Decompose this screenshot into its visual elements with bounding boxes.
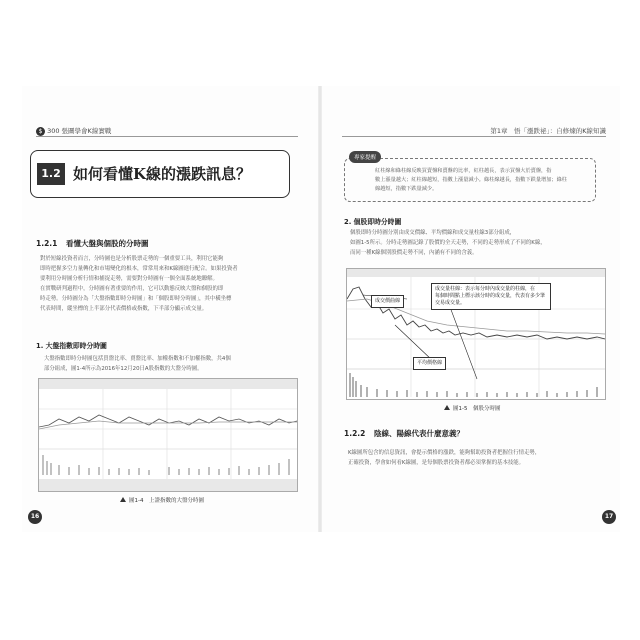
triangle-icon bbox=[444, 405, 450, 410]
caption-text: 圖1-5 個股分時圖 bbox=[453, 406, 501, 412]
right-page-header: 第1章 悟「漲跌祕」：自修煉的K線知識 bbox=[490, 127, 606, 135]
page-number-right: 17 bbox=[602, 510, 616, 524]
subsection-number: 1.2.2 bbox=[344, 429, 366, 438]
caption-text: 圖1-4 上證指數的大盤分時圖 bbox=[129, 498, 204, 504]
text-line: 代表時間，縱坐標的上半部分代表價格或指數，下半部分顯示成交量。 bbox=[40, 306, 208, 312]
subsection-title: 看懂大盤與個股的分時圖 bbox=[65, 239, 149, 248]
text-line: K線圖所包含的信息資訊，會提示價格的漲跌，能夠幫助投資者把握住行情走勢， bbox=[348, 450, 541, 456]
subheading-index-chart: 1. 大盤指數即時分時圖 bbox=[36, 342, 107, 350]
text-line: 成交量柱線：表示每分時內成交量的柱線，在 bbox=[435, 286, 536, 292]
subsection-heading-1-2-2 bbox=[344, 428, 464, 439]
text-line: 紅柱線和綠柱線反映買賣盤和賣盤的比率，紅柱越長，表示買盤大於賣盤，指 bbox=[375, 168, 552, 174]
text-line: 在實戰研判過程中，分時圖有著重要的作用，它可以動態反映大盤和個股的即 bbox=[40, 286, 224, 292]
expert-tip-tag: 專家提醒 bbox=[349, 151, 381, 163]
text-line: 每個時間點上標示該分時的成交量，代表有多少筆 bbox=[435, 293, 546, 299]
subheading-stock-chart: 2. 個股即時分時圖 bbox=[344, 218, 402, 226]
page-number-left: 16 bbox=[28, 510, 42, 524]
text-line: 個股即時分時圖分別由成交價線、平均價線和成交量柱線3部分組成， bbox=[350, 230, 516, 236]
paragraph-intro bbox=[40, 254, 238, 314]
callout-average-line: 平均價格線 bbox=[413, 357, 446, 370]
section-title: 如何看懂K線的漲跌訊息？ bbox=[73, 165, 252, 183]
left-page-header bbox=[36, 126, 111, 136]
paragraph-stock-chart bbox=[350, 228, 546, 258]
right-page bbox=[328, 86, 620, 532]
text-line: 如圖1-5所示。分時走勢圖記錄了股價的全天走勢，不同的走勢形成了不同的K線， bbox=[350, 240, 546, 246]
subsection-number: 1.2.1 bbox=[36, 239, 58, 248]
expert-tip-text bbox=[375, 167, 567, 194]
text-line: 即時把握多空力量轉化和市場變化的根本，常常用來和K線圖進行配合。如果投資者 bbox=[40, 266, 238, 272]
stock-timeshare-chart bbox=[346, 268, 606, 400]
figure-caption-1-4 bbox=[120, 496, 204, 504]
text-line: 時走勢。分時圖分為「大盤指數即時分時圖」和「個股即時分時圖」，其中橫坐標 bbox=[40, 296, 232, 302]
text-line: 對於短線投資者而言，分時圖也是分析股票走勢的一個重要工具，利用它能夠 bbox=[40, 256, 224, 262]
book-title: 300 張圖學會K線實戰 bbox=[47, 127, 112, 135]
text-line: 部分組成，圖1-4所示為2016年12月20日A股指數的大盤分時圖。 bbox=[44, 366, 203, 372]
book-gutter bbox=[318, 86, 322, 532]
section-number: 1.2 bbox=[37, 163, 65, 185]
book-spread bbox=[22, 86, 620, 532]
text-line: 線越短，指數下跌量減少。 bbox=[375, 186, 438, 192]
paragraph-index-chart bbox=[44, 354, 231, 374]
section-heading-box bbox=[30, 150, 290, 198]
dollar-logo-icon: $ bbox=[36, 127, 45, 136]
subsection-title: 陰線、陽線代表什麼意義？ bbox=[373, 429, 464, 438]
text-line: 要利用分時圖分析行情和捕捉走勢，需要對分時圖有一個全面系統地瞭解。 bbox=[40, 276, 218, 282]
left-page bbox=[22, 86, 312, 532]
subsection-heading-1-2-1 bbox=[36, 238, 148, 249]
index-timeshare-chart bbox=[38, 378, 298, 492]
text-line: 數上漲量越大；紅柱線越短，指數上漲量減小。綠柱線越長，指數下跌量增加；綠柱 bbox=[375, 177, 567, 183]
text-line: 正確投資，學會如何看K線圖，是每個股票投資者都必須掌握的基本技能。 bbox=[348, 460, 525, 466]
callout-price-line: 成交價曲線 bbox=[371, 295, 404, 308]
expert-tip-box bbox=[344, 155, 596, 202]
header-rule bbox=[36, 136, 298, 137]
index-chart-graphic bbox=[39, 379, 297, 491]
header-rule bbox=[342, 136, 606, 137]
triangle-icon bbox=[120, 497, 126, 502]
callout-volume-bars bbox=[431, 283, 551, 310]
paragraph-candlestick bbox=[348, 448, 540, 468]
text-line: 而同一種K線個別股價走勢不同，內涵有不同的含義。 bbox=[350, 250, 478, 256]
figure-caption-1-5 bbox=[444, 404, 500, 412]
text-line: 交易成交量。 bbox=[435, 300, 466, 306]
text-line: 大盤指數即時分時圖包括買盤比率、賣盤比率、加權指數和不加權指數，共4個 bbox=[44, 356, 231, 362]
